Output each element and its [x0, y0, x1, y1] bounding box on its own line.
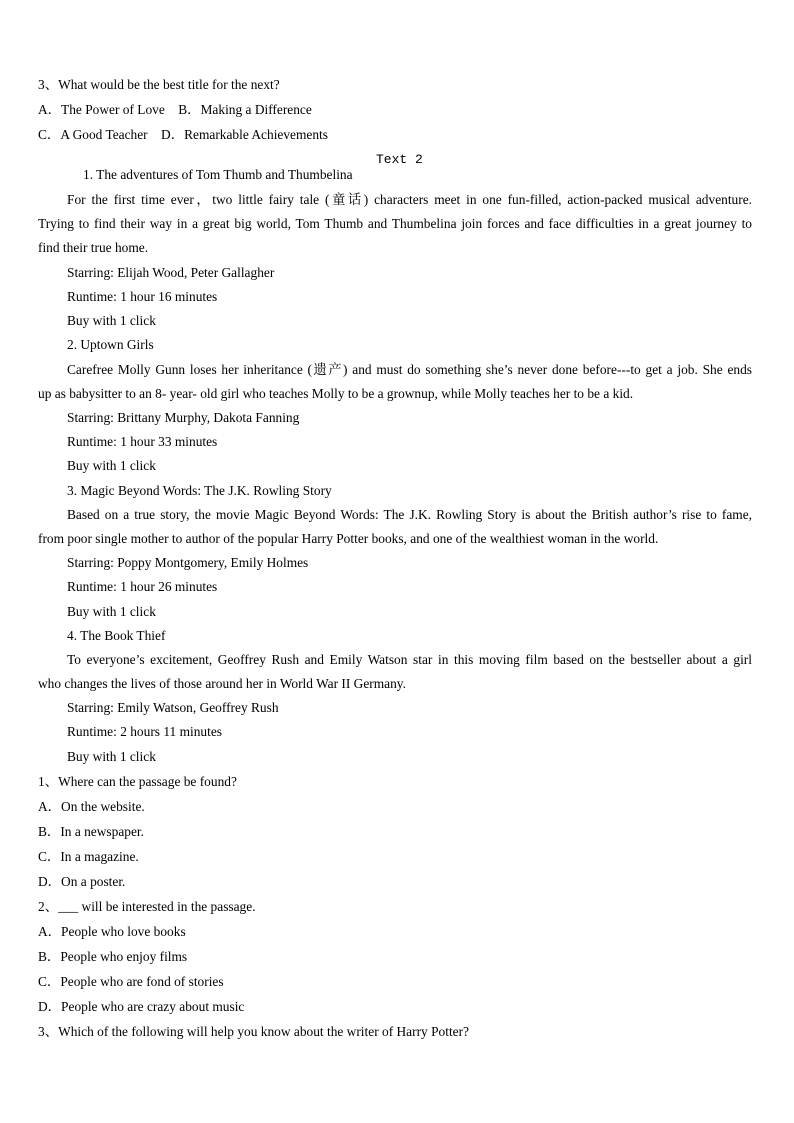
movie-title: 3. Magic Beyond Words: The J.K. Rowling Story: [67, 483, 332, 498]
movie-description: Based on a true story, the movie Magic Beyond Words: The J.K. Rowling Story is about the British author’s rise to fame,: [67, 507, 752, 522]
option-c: C．People who are fond of stories: [38, 974, 224, 989]
option-d: D．People who are crazy about music: [38, 999, 245, 1014]
movie-starring: Starring: Brittany Murphy, Dakota Fanning: [67, 410, 300, 425]
option-a: A．On the website.: [38, 799, 145, 814]
question-text: 3、Which of the following will help you know about the writer of Harry Potter?: [38, 1024, 470, 1039]
movie-description: find their true home.: [38, 240, 149, 255]
buy-link: Buy with 1 click: [67, 604, 156, 619]
movie-description: who changes the lives of those around her in World War II Germany.: [38, 676, 406, 691]
option-c: C．In a magazine.: [38, 849, 139, 864]
movie-description: from poor single mother to author of the popular Harry Potter books, and one of the wealthiest woman in the world.: [38, 531, 659, 546]
buy-link: Buy with 1 click: [67, 749, 156, 764]
movie-starring: Starring: Elijah Wood, Peter Gallagher: [67, 265, 275, 280]
movie-description: To everyone’s excitement, Geoffrey Rush and Emily Watson star in this moving film based on the bestseller about a girl: [67, 652, 752, 667]
movie-description: For the first time ever，two little fairy tale (童话) characters meet in one fun-filled, action-packed musical adventure.: [67, 192, 752, 207]
movie-title: 1. The adventures of Tom Thumb and Thumbelina: [83, 167, 353, 182]
question-text: 2、___ will be interested in the passage.: [38, 899, 256, 914]
movie-runtime: Runtime: 2 hours 11 minutes: [67, 724, 222, 739]
movie-runtime: Runtime: 1 hour 26 minutes: [67, 579, 218, 594]
section-title: Text 2: [376, 152, 423, 167]
buy-link: Buy with 1 click: [67, 458, 156, 473]
movie-description: Carefree Molly Gunn loses her inheritance (遗产) and must do something she’s never done before---to get a job. She ends: [67, 362, 752, 377]
movie-title: 2. Uptown Girls: [67, 337, 154, 352]
option-line: A．The Power of Love B．Making a Difference: [38, 102, 312, 117]
option-a: A．People who love books: [38, 924, 186, 939]
option-d: D．On a poster.: [38, 874, 126, 889]
movie-starring: Starring: Emily Watson, Geoffrey Rush: [67, 700, 279, 715]
question-text: 3、What would be the best title for the next?: [38, 77, 280, 92]
movie-description: up as babysitter to an 8- year- old girl who teaches Molly to be a grownup, while Molly teaches her to be a kid.: [38, 386, 634, 401]
option-b: B．In a newspaper.: [38, 824, 144, 839]
option-b: B．People who enjoy films: [38, 949, 188, 964]
movie-runtime: Runtime: 1 hour 16 minutes: [67, 289, 218, 304]
movie-title: 4. The Book Thief: [67, 628, 166, 643]
movie-starring: Starring: Poppy Montgomery, Emily Holmes: [67, 555, 309, 570]
movie-description: Trying to find their way in a great big world, Tom Thumb and Thumbelina join forces and face difficulties in a great journey to: [38, 216, 752, 231]
question-text: 1、Where can the passage be found?: [38, 774, 237, 789]
movie-runtime: Runtime: 1 hour 33 minutes: [67, 434, 218, 449]
option-line: C．A Good Teacher D．Remarkable Achievements: [38, 127, 328, 142]
buy-link: Buy with 1 click: [67, 313, 156, 328]
